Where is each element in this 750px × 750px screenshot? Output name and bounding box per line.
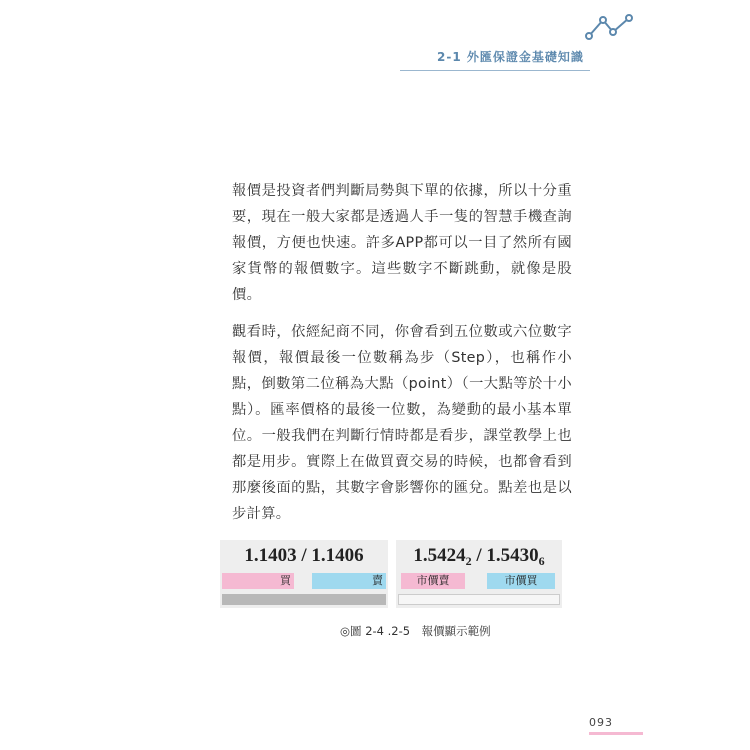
quote-value-left: 1.1403 / 1.1406 bbox=[244, 545, 364, 566]
quote-step-2: 6 bbox=[538, 554, 545, 568]
figure-caption: ◎圖 2-4 .2-5 報價顯示範例 bbox=[340, 624, 491, 638]
empty-bar-right bbox=[398, 594, 560, 605]
page-number-underline bbox=[589, 732, 643, 735]
connected-nodes-line-icon bbox=[583, 10, 635, 48]
market-buy-tag: 市價買 bbox=[487, 573, 555, 589]
quote-step-1: 2 bbox=[465, 554, 472, 568]
body-text bbox=[232, 178, 572, 527]
quote-panel-right bbox=[396, 540, 562, 608]
market-sell-tag: 市價賣 bbox=[401, 573, 465, 589]
quote-big-2: 1.5430 bbox=[486, 545, 539, 566]
paragraph-1: 報價是投資者們判斷局勢與下單的依據，所以十分重要，現在一般大家都是透過人手一隻的智慧手機查詢報價，方便也快速。許多APP都可以一目了然所有國家貨幣的報價數字。這些數字不斷跳動，就像是股價。 bbox=[232, 183, 572, 303]
quote-panel-left bbox=[220, 540, 388, 608]
quote-separator: / bbox=[471, 545, 487, 566]
paragraph-2: 觀看時，依經紀商不同，你會看到五位數或六位數字報價，報價最後一位數稱為步（Step），也稱作小點，倒數第二位稱為大點（point）（一大點等於十小點）。匯率價格的最後一位數，為變動的最小基本單位。一般我們在判斷行情時都是看步，課堂教學上也都是用步。實際上在做買賣交易的時候，也都會看到那麼後面的點，其數字會影響你的匯兌。點差也是以步計算。 bbox=[232, 324, 572, 522]
grey-bar-left bbox=[222, 594, 386, 605]
page-number: 093 bbox=[589, 716, 613, 729]
sell-tag-left: 買 bbox=[222, 573, 294, 589]
header-divider bbox=[400, 70, 590, 71]
buy-tag-left: 賣 bbox=[312, 573, 386, 589]
quote-value-right bbox=[396, 545, 562, 569]
quote-big-1: 1.5424 bbox=[413, 545, 466, 566]
section-title: 2-1 外匯保證金基礎知識 bbox=[437, 50, 584, 64]
